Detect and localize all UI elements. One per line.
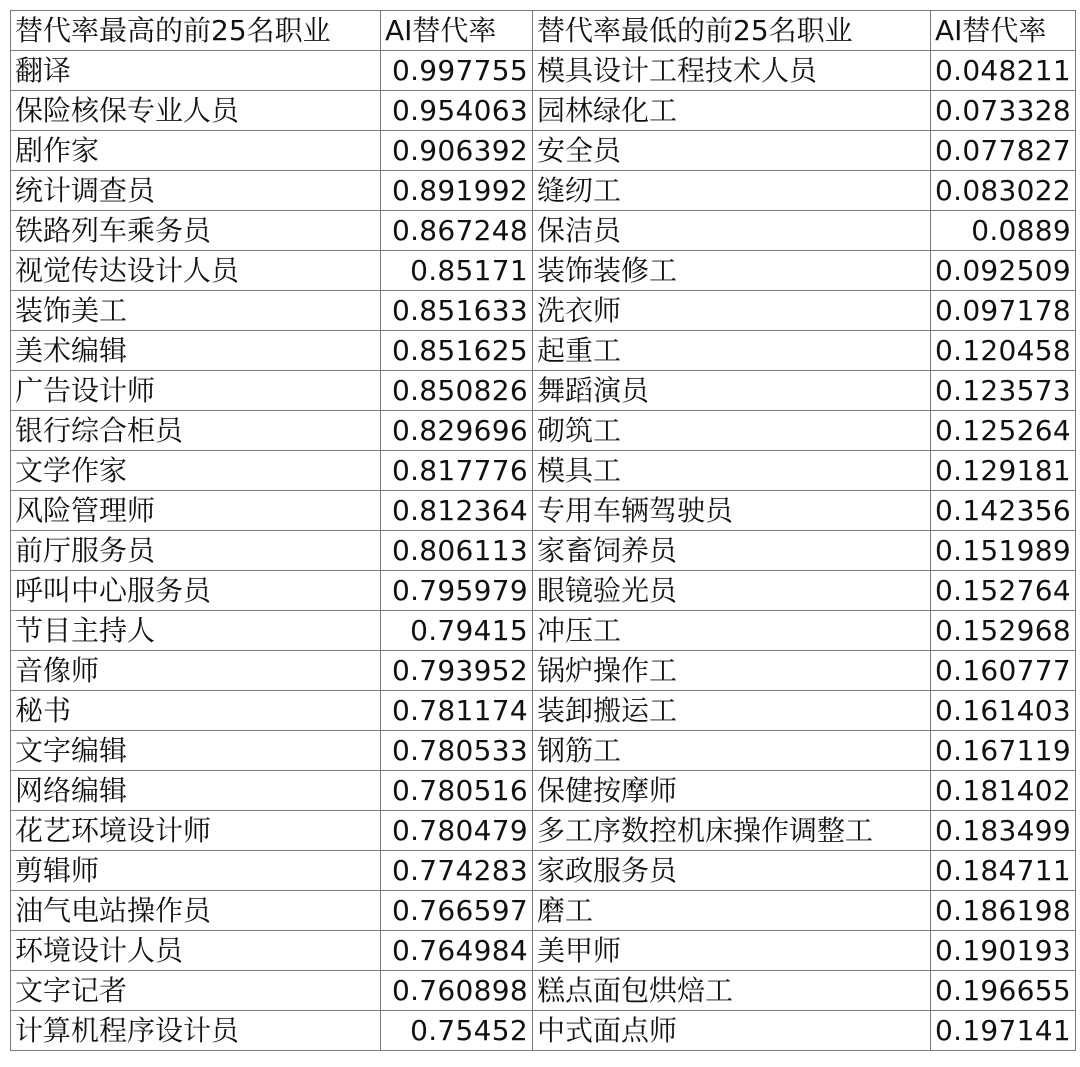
table-row: [11, 171, 1076, 211]
table-row: [11, 491, 1076, 531]
low-occupation-cell[interactable]: 家政服务员: [533, 851, 931, 891]
low-rate-cell[interactable]: 0.125264: [931, 411, 1076, 451]
table-row: [11, 51, 1076, 91]
low-occupation-cell[interactable]: 专用车辆驾驶员: [533, 491, 931, 531]
low-rate-cell[interactable]: 0.184711: [931, 851, 1076, 891]
low-rate-cell[interactable]: 0.0889: [931, 211, 1076, 251]
low-occupation-cell[interactable]: 砌筑工: [533, 411, 931, 451]
table-row: [11, 451, 1076, 491]
low-rate-cell[interactable]: 0.160777: [931, 651, 1076, 691]
low-rate-cell[interactable]: 0.092509: [931, 251, 1076, 291]
high-rate-cell[interactable]: 0.774283: [381, 851, 533, 891]
low-rate-cell[interactable]: 0.190193: [931, 931, 1076, 971]
high-rate-cell[interactable]: 0.75452: [381, 1011, 533, 1051]
high-rate-cell[interactable]: 0.79415: [381, 611, 533, 651]
low-rate-cell[interactable]: 0.152764: [931, 571, 1076, 611]
table-row: [11, 771, 1076, 811]
high-occupation-cell[interactable]: 计算机程序设计员: [11, 1011, 381, 1051]
header-low-occupation[interactable]: 替代率最低的前25名职业: [533, 11, 931, 51]
low-occupation-cell[interactable]: 磨工: [533, 891, 931, 931]
high-occupation-cell[interactable]: 文字编辑: [11, 731, 381, 771]
low-occupation-cell[interactable]: 钢筋工: [533, 731, 931, 771]
low-rate-cell[interactable]: 0.120458: [931, 331, 1076, 371]
table-row: [11, 971, 1076, 1011]
low-rate-cell[interactable]: 0.167119: [931, 731, 1076, 771]
high-rate-cell[interactable]: 0.906392: [381, 131, 533, 171]
header-high-rate[interactable]: AI替代率: [381, 11, 533, 51]
low-rate-cell[interactable]: 0.161403: [931, 691, 1076, 731]
high-rate-cell[interactable]: 0.795979: [381, 571, 533, 611]
table-row: [11, 691, 1076, 731]
high-occupation-cell[interactable]: 前厅服务员: [11, 531, 381, 571]
low-rate-cell[interactable]: 0.151989: [931, 531, 1076, 571]
table-row: [11, 331, 1076, 371]
table-row: [11, 931, 1076, 971]
high-rate-cell[interactable]: 0.781174: [381, 691, 533, 731]
high-occupation-cell[interactable]: 秘书: [11, 691, 381, 731]
table-row: [11, 531, 1076, 571]
high-rate-cell[interactable]: 0.850826: [381, 371, 533, 411]
high-rate-cell[interactable]: 0.817776: [381, 451, 533, 491]
low-rate-cell[interactable]: 0.142356: [931, 491, 1076, 531]
high-occupation-cell[interactable]: 风险管理师: [11, 491, 381, 531]
table-row: [11, 611, 1076, 651]
low-occupation-cell[interactable]: 眼镜验光员: [533, 571, 931, 611]
high-occupation-cell[interactable]: 呼叫中心服务员: [11, 571, 381, 611]
high-rate-cell[interactable]: 0.780516: [381, 771, 533, 811]
low-occupation-cell[interactable]: 起重工: [533, 331, 931, 371]
low-rate-cell[interactable]: 0.183499: [931, 811, 1076, 851]
table-row: [11, 731, 1076, 771]
low-occupation-cell[interactable]: 保健按摩师: [533, 771, 931, 811]
high-occupation-cell[interactable]: 花艺环境设计师: [11, 811, 381, 851]
table-row: [11, 1011, 1076, 1051]
low-rate-cell[interactable]: 0.181402: [931, 771, 1076, 811]
low-occupation-cell[interactable]: 锅炉操作工: [533, 651, 931, 691]
high-rate-cell[interactable]: 0.851625: [381, 331, 533, 371]
high-occupation-cell[interactable]: 铁路列车乘务员: [11, 211, 381, 251]
high-occupation-cell[interactable]: 文字记者: [11, 971, 381, 1011]
high-rate-cell[interactable]: 0.793952: [381, 651, 533, 691]
header-low-rate[interactable]: AI替代率: [931, 11, 1076, 51]
high-occupation-cell[interactable]: 节目主持人: [11, 611, 381, 651]
table-row: [11, 91, 1076, 131]
high-rate-cell[interactable]: 0.997755: [381, 51, 533, 91]
low-occupation-cell[interactable]: 装卸搬运工: [533, 691, 931, 731]
table-body: [11, 51, 1076, 1051]
table-row: [11, 851, 1076, 891]
high-rate-cell[interactable]: 0.829696: [381, 411, 533, 451]
high-occupation-cell[interactable]: 广告设计师: [11, 371, 381, 411]
high-occupation-cell[interactable]: 美术编辑: [11, 331, 381, 371]
table-row: [11, 411, 1076, 451]
table-row: [11, 571, 1076, 611]
low-occupation-cell[interactable]: 美甲师: [533, 931, 931, 971]
low-occupation-cell[interactable]: 中式面点师: [533, 1011, 931, 1051]
table-row: [11, 291, 1076, 331]
table-row: [11, 811, 1076, 851]
high-occupation-cell[interactable]: 剪辑师: [11, 851, 381, 891]
high-rate-cell[interactable]: 0.780533: [381, 731, 533, 771]
low-occupation-cell[interactable]: 保洁员: [533, 211, 931, 251]
high-occupation-cell[interactable]: 环境设计人员: [11, 931, 381, 971]
low-occupation-cell[interactable]: 冲压工: [533, 611, 931, 651]
low-rate-cell[interactable]: 0.186198: [931, 891, 1076, 931]
table-row: [11, 371, 1076, 411]
low-occupation-cell[interactable]: 家畜饲养员: [533, 531, 931, 571]
high-rate-cell[interactable]: 0.85171: [381, 251, 533, 291]
low-rate-cell[interactable]: 0.152968: [931, 611, 1076, 651]
table-row: [11, 251, 1076, 291]
low-rate-cell[interactable]: 0.197141: [931, 1011, 1076, 1051]
low-rate-cell[interactable]: 0.196655: [931, 971, 1076, 1011]
low-occupation-cell[interactable]: 缝纫工: [533, 171, 931, 211]
high-occupation-cell[interactable]: 银行综合柜员: [11, 411, 381, 451]
low-occupation-cell[interactable]: 糕点面包烘焙工: [533, 971, 931, 1011]
high-occupation-cell[interactable]: 装饰美工: [11, 291, 381, 331]
high-occupation-cell[interactable]: 文学作家: [11, 451, 381, 491]
high-occupation-cell[interactable]: 剧作家: [11, 131, 381, 171]
high-rate-cell[interactable]: 0.806113: [381, 531, 533, 571]
low-occupation-cell[interactable]: 模具设计工程技术人员: [533, 51, 931, 91]
low-occupation-cell[interactable]: 装饰装修工: [533, 251, 931, 291]
high-rate-cell[interactable]: 0.954063: [381, 91, 533, 131]
high-occupation-cell[interactable]: 油气电站操作员: [11, 891, 381, 931]
table-row: [11, 131, 1076, 171]
low-rate-cell[interactable]: 0.083022: [931, 171, 1076, 211]
low-occupation-cell[interactable]: 模具工: [533, 451, 931, 491]
header-high-occupation[interactable]: 替代率最高的前25名职业: [11, 11, 381, 51]
high-rate-cell[interactable]: 0.867248: [381, 211, 533, 251]
high-rate-cell[interactable]: 0.812364: [381, 491, 533, 531]
low-occupation-cell[interactable]: 园林绿化工: [533, 91, 931, 131]
low-occupation-cell[interactable]: 洗衣师: [533, 291, 931, 331]
table-row: [11, 211, 1076, 251]
occupation-ai-replacement-table: [10, 10, 1076, 1051]
high-occupation-cell[interactable]: 音像师: [11, 651, 381, 691]
header-row: [11, 11, 1076, 51]
low-rate-cell[interactable]: 0.077827: [931, 131, 1076, 171]
low-occupation-cell[interactable]: 舞蹈演员: [533, 371, 931, 411]
high-rate-cell[interactable]: 0.760898: [381, 971, 533, 1011]
low-rate-cell[interactable]: 0.129181: [931, 451, 1076, 491]
low-occupation-cell[interactable]: 安全员: [533, 131, 931, 171]
high-occupation-cell[interactable]: 统计调查员: [11, 171, 381, 211]
high-rate-cell[interactable]: 0.764984: [381, 931, 533, 971]
low-rate-cell[interactable]: 0.048211: [931, 51, 1076, 91]
high-rate-cell[interactable]: 0.851633: [381, 291, 533, 331]
low-rate-cell[interactable]: 0.123573: [931, 371, 1076, 411]
table-row: [11, 891, 1076, 931]
low-occupation-cell[interactable]: 多工序数控机床操作调整工: [533, 811, 931, 851]
high-occupation-cell[interactable]: 翻译: [11, 51, 381, 91]
high-occupation-cell[interactable]: 视觉传达设计人员: [11, 251, 381, 291]
high-occupation-cell[interactable]: 保险核保专业人员: [11, 91, 381, 131]
low-rate-cell[interactable]: 0.073328: [931, 91, 1076, 131]
high-occupation-cell[interactable]: 网络编辑: [11, 771, 381, 811]
low-rate-cell[interactable]: 0.097178: [931, 291, 1076, 331]
high-rate-cell[interactable]: 0.780479: [381, 811, 533, 851]
high-rate-cell[interactable]: 0.766597: [381, 891, 533, 931]
table-row: [11, 651, 1076, 691]
high-rate-cell[interactable]: 0.891992: [381, 171, 533, 211]
